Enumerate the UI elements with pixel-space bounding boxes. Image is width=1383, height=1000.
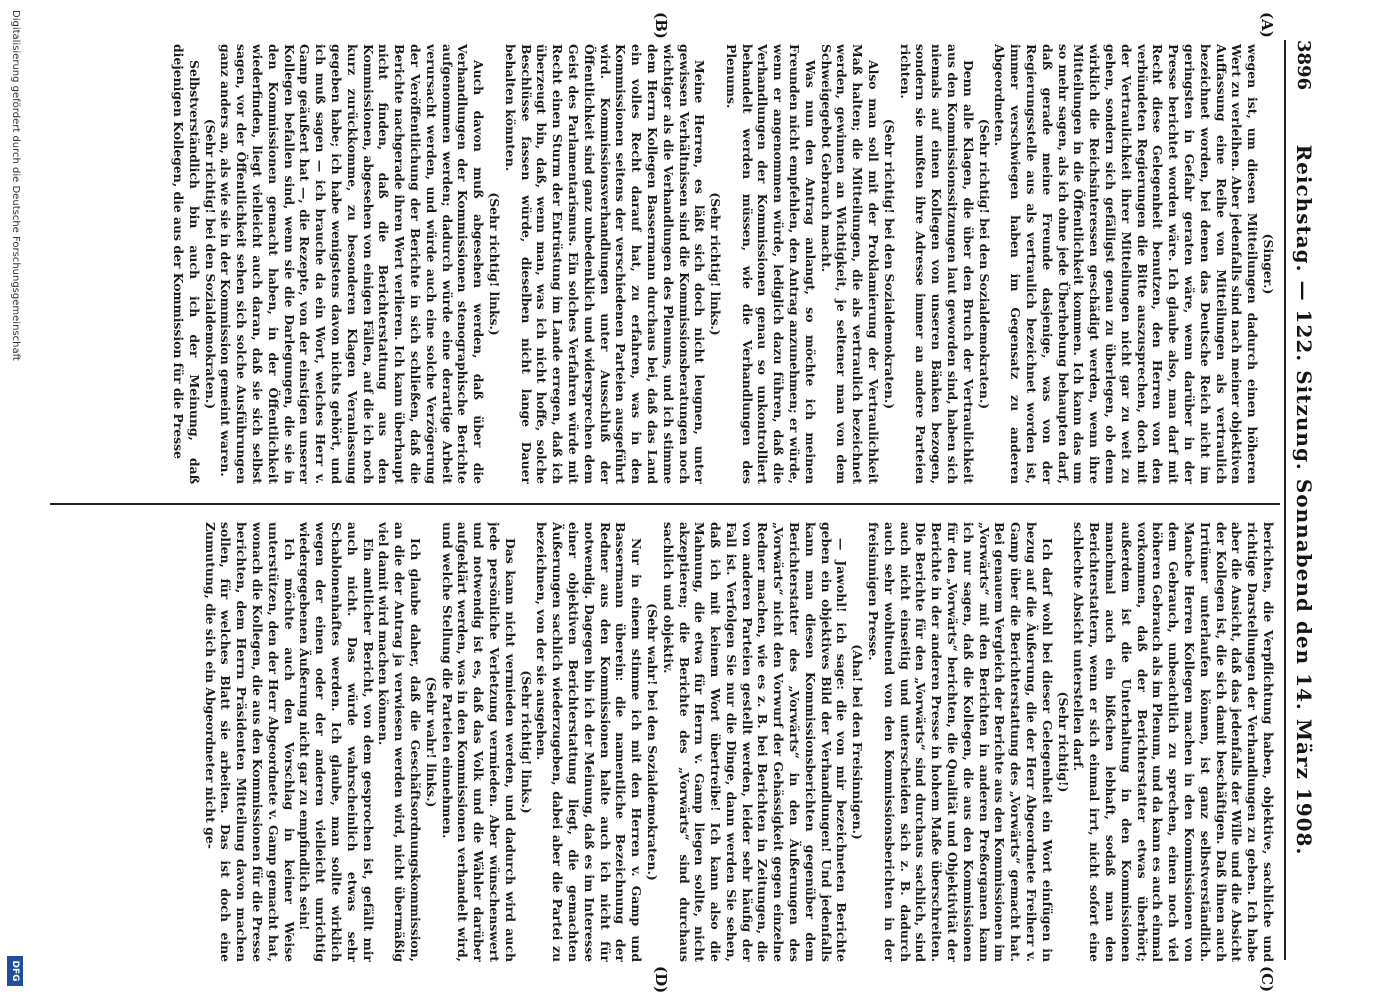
column-divider — [50, 503, 1280, 505]
paragraph: Das kann nicht vermieden werden, und dadurch wird auch jede persönliche Verletzung vermieden. Aber wünschenswert und notwendig ist es, daß das Volk und die Wähler darüber aufgeklärt werden, was in den Kommissionen verhandelt wird, und welche Stellung die Parteien einnehmen. — [439, 522, 518, 962]
left-column — [46, 44, 1276, 484]
interjection: (Aha! bei den Freisinnigen.) — [850, 644, 866, 840]
interjection: (Sehr richtig! links.) — [708, 192, 724, 336]
digitization-credit: Digitalisierung gefördert durch die Deutsche Forschungsgemeinschaft — [10, 10, 21, 361]
paragraph: Denn alle Klagen, die über den Bruch der Vertraulichkeit aus den Kommissionssitzungen laut geworden sind, haben sich niemals auf einen Kollegen von unseren Bänken bezogen, sondern sie mußten ihre Adresse immer an andere Parteien richten. — [897, 44, 976, 484]
interjection: (Sehr richtig! bei den Sozialdemokraten.) — [976, 118, 992, 410]
page-footer — [2, 0, 24, 1000]
paragraph: Ein amtlicher Bericht, von dem gesprochen ist, gefällt mir auch nicht. Das würde wahrscheinlich etwas sehr Schablonenhaftes werden. Ich glaube, man sollte wirklich wegen der einen oder der anderen vielleicht unrichtig wiedergegebenen Äußerung nicht gar zu empfindlich sein! — [297, 522, 376, 962]
interjection: (Sehr wahr! links.) — [423, 676, 439, 808]
page-header — [1288, 40, 1318, 960]
interjection: (Sehr richtig! links.) — [518, 670, 534, 814]
paragraph: Selbstverständlich bin auch ich der Meinung, daß diejenigen Kollegen, die aus der Kommission für die Presse — [171, 44, 202, 484]
speaker-name: (Singer.) — [1261, 233, 1276, 295]
margin-mark-c: (C) — [1258, 966, 1276, 993]
paragraph: Nur in einem stimme ich mit den Herren v. Gamp und Bassermann überein: die namentliche Bezeichnung der Redner aus den Kommissionen halte auch ich nicht für notwendig. Dagegen bin ich der Meinung, daß es im Interesse einer objektiven Berichterstattung liegt, die gemachten Äußerungen sachlich wiederzugeben, dabei aber die Partei zu bezeichnen, von der sie ausgehen. — [534, 522, 645, 962]
margin-mark-b: (B) — [652, 12, 670, 39]
paragraph: Ich darf wohl bei dieser Gelegenheit ein Wort einfügen in bezug auf die Äußerung, die der Herr Abgeordnete Freiherr v. Gamp über die Berichterstattung des „Vorwärts“ gemacht hat. Bei genauem Vergleich der Berichte aus den Kommissionen im „Vorwärts“ mit den Berichten in anderen Preßorganen kann ich nur sagen, daß die Kollegen, die aus den Kommissionen für den „Vorwärts“ berichten, die Qualität und Objektivität der Berichte in der anderen Presse in hohem Maße überschreiten. Die Berichte für den „Vorwärts“ sind durchaus sachlich, sind auch nicht einseitig und unterscheiden sich z. B. dadurch auch sehr wohltuend von den Kommissionsberichten in der freisinnigen Presse. — [866, 522, 1055, 962]
header-rule — [1284, 40, 1286, 960]
interjection: (Sehr richtig! bei den Sozialdemokraten.) — [881, 118, 897, 410]
paragraph: Ich glaube daher, daß die Geschäftsordnungskommission, an die der Antrag ja verwiesen werden wird, nicht übermäßig viel damit wird machen können. — [376, 522, 423, 962]
interjection: (Sehr richtig! bei den Sozialdemokraten.) — [202, 118, 218, 410]
paragraph: wegen ist, um diesen Mitteilungen dadurch einen höheren Wert zu verleihen. Aber jedenfalls sind nach meiner objektiven Auffassung eine Reihe von Mitteilungen als vertraulich bezeichnet worden, bei denen das Deutsche Reich nicht im geringsten in Gefahr geraten wäre, wenn darüber in der Presse berichtet worden wäre. Ich glaube also, man darf mit Recht diese Gelegenheit benutzen, den Herren von den verbündeten Regierungen die Bitte auszusprechen, doch mit der Vertraulichkeit ihrer Mitteilungen nicht gar zu weit zu gehen, sondern sich gefälligst genau zu überlegen, ob denn wirklich die Reichsinteressen geschädigt werden, wenn ihre Mitteilungen in die Öffentlichkeit kommen. Ich kann das um so mehr sagen, als ich ohne jede Überhebung behaupten darf, daß gerade meine Freunde dasjenige, was von der Regierungsstelle aus als vertraulich bezeichnet worden ist, immer verschwiegen haben im Gegensatz zu anderen Abgeordneten. — [992, 44, 1261, 484]
paragraph: berichten, die Verpflichtung haben, objektive, sachliche und richtige Darstellungen der Verhandlungen zu geben. Ich habe aber die Ansicht, daß das jedenfalls der Wille und die Absicht der Kollegen ist, die sich damit beschäftigen. Daß ihnen auch Irrtümer unterlaufen können, ist ganz selbstverständlich. Manche Herren Kollegen machen in den Kommissionen von dem Gebrauch, unbeachtlich zu sprechen, einen noch viel höheren Gebrauch als im Plenum, und da kann es auch einmal vorkommen, daß der Berichterstatter etwas überhört; außerdem ist die Unterhaltung in den Kommissionen manchmal auch ein bißchen lebhaft, sodaß man den Berichterstattern, wenn er sich einmal irrt, nicht sofort eine schlechte Absicht unterstellen darf. — [1071, 522, 1276, 962]
interjection: (Sehr richtig!) — [1055, 691, 1071, 793]
page-number: 3896 — [1293, 40, 1314, 91]
paragraph: — Jawohl! ich sage: die von mir bezeichneten Berichte geben ein objektives Bild der Verhandlungen! Und jedenfalls kann man diesen Kommissionsberichten gegenüber dem Berichterstatter des „Vorwärts“ in den Äußerungen des „Vorwärts“ nicht den Vorwurf der Gehässigkeit gegen einzelne Redner machen, wie es z. B. bei Berichten in Zeitungen, die von anderen Parteien gestellt werden, leider sehr häufig der Fall ist. Verfolgen Sie nur die Dinge, dann werden Sie sehen, daß ich mit keinem Wort übertreibe! Ich kann also die Mahnung, die etwa für Herrn v. Gamp liegen sollte, nicht akzeptieren; die Berichte des „Vorwärts“ sind durchaus sachlich und objektiv. — [660, 522, 850, 962]
dfg-logo-icon: DFG — [7, 956, 23, 986]
right-column — [46, 522, 1276, 962]
paragraph: Also man soll mit der Proklamierung der Vertraulichkeit Maß halten; die Mitteilungen, die als vertraulich bezeichnet werden, gewinnen an Wichtigkeit, je seltener man von dem Schweigegebot Gebrauch macht. — [818, 44, 882, 484]
interjection: (Sehr richtig! links.) — [486, 192, 502, 336]
running-title: Reichstag. — 122. Sitzung. Sonnabend den 14. März 1908. — [1292, 144, 1316, 856]
margin-mark-a: (A) — [1258, 12, 1276, 38]
interjection: (Sehr wahr! bei den Sozialdemokraten.) — [644, 603, 660, 881]
paragraph: Was nun den Antrag anlangt, so möchte ich meinen Freunden nicht empfehlen, den Antrag anzunehmen; er würde, wenn er angenommen würde, lediglich dazu führen, daß die Verhandlungen der Kommissionen genau so unkontrolliert behandelt werden müssen, wie die Verhandlungen des Plenums. — [723, 44, 818, 484]
paragraph: Ich möchte auch den Vorschlag in keiner Weise unterstützen, den der Herr Abgeordnete v. Gamp gemacht hat, wonach die Kollegen, die aus den Kommissionen für die Presse berichten, dem Herrn Präsidenten Mitteilung davon machen sollen, für welches Blatt sie arbeiten. Das ist doch eine Zumutung, die sich ein Abgeordneter nicht ge- — [202, 522, 297, 962]
paragraph: Meine Herren, es läßt sich doch nicht leugnen, unter gewissen Verhältnissen sind die Kommissionsberatungen noch wichtiger als die Verhandlungen des Plenums, und ich stimme dem Herrn Kollegen Bassermann durchaus bei, daß das Land ein volles Recht darauf hat, zu erfahren, was in den Kommissionen seitens der verschiedenen Parteien ausgeführt wird. Kommissionsverhandlungen unter Ausschluß der Öffentlichkeit sind ganz unbedenklich und widersprechen dem Geist des Parlamentarismus. Ein solches Verfahren würde mit Recht einen Sturm der Entrüstung im Lande erregen, daß ich überzeugt bin, daß, wenn man, was ich nicht hoffe, solche Beschlüsse fassen würde, dieselben nicht lange Dauer behalten könnten. — [502, 44, 708, 484]
margin-mark-d: (D) — [652, 966, 670, 994]
paragraph: Auch davon muß abgesehen werden, daß über die Verhandlungen der Kommissionen stenographische Berichte aufgenommen werden; dadurch würde eine derartige Arbeit verursacht werden, und würde auch eine solche Verzögerung der Veröffentlichung der Berichte in sich schließen, daß die Berichte nachgerade ihren Wert verlieren. Ich kann überhaupt nicht finden, daß die Berichterstattung aus den Kommissionen, abgesehen von einigen Fällen, auf die ich noch kurz zurückkomme, zu besonderen Klagen Veranlassung gegeben habe; ich habe wenigstens davon nichts gehört, und ich muß sagen — ich brauche da ein Wort, welches Herr v. Gamp geäußert hat —, die Rezepte, von der einstigen unserer Kollegen befallen sind, wenn sie die Darlegungen, die sie in den Kommissionen gemacht haben, in der Öffentlichkeit wiederfinden, liegt vielleicht auch daran, daß sie sich selbst sagen, vor der Öffentlichkeit sehen sich solche Ausführungen ganz anders an, als wie sie in der Kommission gemeint waren. — [218, 44, 487, 484]
